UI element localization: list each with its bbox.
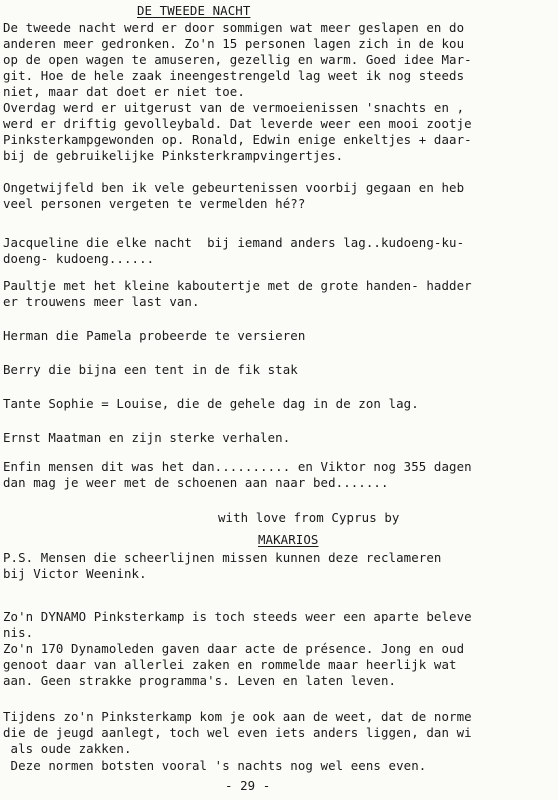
text-line: dan mag je weer met de schoenen aan naar bed....... — [3, 475, 389, 490]
page-title: DE TWEEDE NACHT — [137, 3, 251, 18]
text-line: doeng- kudoeng...... — [3, 251, 155, 266]
text-line: veel personen vergeten te vermelden hé?? — [3, 196, 306, 211]
text-line: De tweede nacht werd er door sommigen wat meer geslapen en do — [3, 20, 465, 35]
text-line: genoot daar van allerlei zaken en rommelde maar heerlijk wat — [3, 657, 457, 672]
signature: MAKARIOS — [258, 532, 319, 547]
text-line: Zo'n DYNAMO Pinksterkamp is toch steeds weer een aparte beleve — [3, 609, 472, 624]
text-line: op de open wagen te amuseren, gezellig en warm. Goed idee Mar- — [3, 52, 472, 67]
text-line: Herman die Pamela probeerde te versieren — [3, 328, 306, 343]
text-line: Paultje met het kleine kaboutertje met de grote handen- hadder — [3, 278, 472, 293]
text-line: Berry die bijna een tent in de fik stak — [3, 362, 298, 377]
text-line: er trouwens meer last van. — [3, 294, 200, 309]
text-line: werd er driftig gevolleybald. Dat leverde weer een mooi zootje — [3, 116, 472, 131]
text-line: die de jeugd aanlegt, toch wel even iets anders liggen, dan wi — [3, 725, 472, 740]
text-line: Enfin mensen dit was het dan.......... en Viktor nog 355 dagen — [3, 459, 472, 474]
page-number: - 29 - — [225, 778, 271, 793]
text-line: Tijdens zo'n Pinksterkamp kom je ook aan de weet, dat de norme — [3, 709, 472, 724]
text-line: anderen meer gedronken. Zo'n 15 personen lagen zich in de kou — [3, 36, 465, 51]
text-line: git. Hoe de hele zaak ineengestrengeld lag weet ik nog steeds — [3, 68, 465, 83]
text-line: Deze normen botsten vooral 's nachts nog wel eens even. — [3, 758, 427, 773]
text-line: als oude zakken. — [3, 741, 132, 756]
text-line: bij de gebruikelijke Pinksterkrampvingertjes. — [3, 148, 344, 163]
text-line: Overdag werd er uitgerust van de vermoeienissen 'snachts en , — [3, 100, 465, 115]
text-line: Zo'n 170 Dynamoleden gaven daar acte de présence. Jong en oud — [3, 641, 465, 656]
text-line: aan. Geen strakke programma's. Leven en laten leven. — [3, 673, 397, 688]
text-line: Pinksterkampgewonden op. Ronald, Edwin enige enkeltjes + daar- — [3, 132, 472, 147]
postscript-line: P.S. Mensen die scheerlijnen missen kunnen deze reclameren — [3, 550, 442, 565]
text-line: Ernst Maatman en zijn sterke verhalen. — [3, 430, 291, 445]
text-line: nis. — [3, 625, 34, 640]
text-line: Ongetwijfeld ben ik vele gebeurtenissen voorbij gegaan en heb — [3, 180, 465, 195]
text-line: Tante Sophie = Louise, die de gehele dag in de zon lag. — [3, 396, 419, 411]
text-line: Jacqueline die elke nacht bij iemand anders lag..kudoeng-ku- — [3, 235, 465, 250]
text-line: niet, maar dat doet er niet toe. — [3, 84, 245, 99]
postscript-line: bij Victor Weenink. — [3, 566, 147, 581]
signoff-line: with love from Cyprus by — [218, 510, 400, 525]
